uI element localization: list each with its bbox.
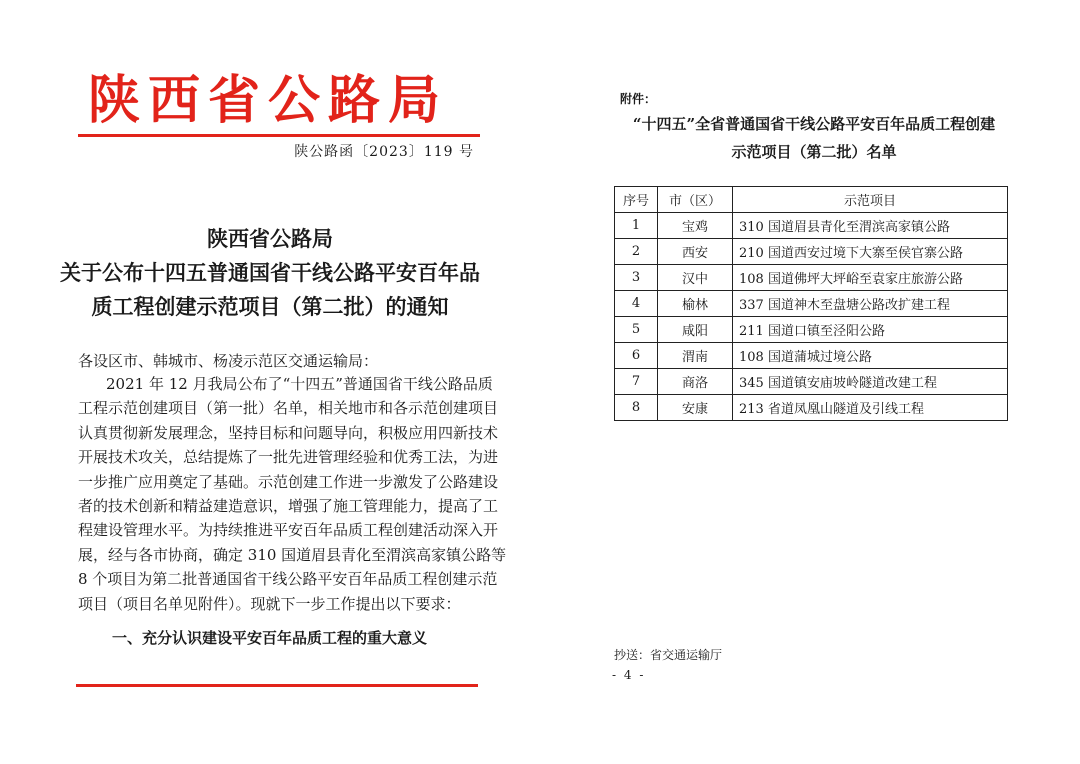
row-city: 汉中	[658, 265, 733, 291]
row-city: 咸阳	[658, 317, 733, 343]
body-line: 2021 年 12 月我局公布了“十四五”普通国省干线公路品质	[106, 375, 493, 393]
body-line: 展，经与各市协商，确定 310 国道眉县青化至渭滨高家镇公路等	[78, 545, 507, 564]
row-city: 安康	[658, 395, 733, 421]
notice-title	[60, 222, 480, 324]
row-project: 210 国道西安过境下大寨至侯官寨公路	[733, 239, 1008, 265]
table-row	[615, 317, 1008, 343]
table-row	[615, 369, 1008, 395]
attachment-label: 附件：	[620, 92, 657, 106]
row-index: 4	[615, 291, 658, 317]
cc-line: 抄送：省交通运输厅	[614, 648, 723, 662]
table-row	[615, 239, 1008, 265]
column-header-index: 序号	[615, 187, 658, 213]
row-city: 西安	[658, 239, 733, 265]
row-project: 108 国道蒲城过境公路	[733, 343, 1008, 369]
page-number: - 4 -	[612, 668, 646, 682]
section-heading: 一、充分认识建设平安百年品质工程的重大意义	[112, 629, 428, 647]
row-index: 8	[615, 395, 658, 421]
notice-page	[0, 0, 536, 764]
project-table	[614, 186, 1008, 421]
table-header-row	[615, 187, 1008, 213]
column-header-project: 示范项目	[733, 187, 1008, 213]
row-city: 榆林	[658, 291, 733, 317]
body-line: 8 个项目为第二批普通国省干线公路平安百年品质工程创建示范	[78, 570, 498, 589]
notice-title-line: 陕西省公路局	[207, 226, 333, 251]
list-title-line: 示范项目（第二批）名单	[731, 143, 897, 161]
letterhead-red-rule	[78, 134, 480, 137]
body-line: 开展技术攻关，总结提炼了一批先进管理经验和优秀工法，为进	[78, 448, 499, 467]
table-row	[615, 343, 1008, 369]
body-line: 者的技术创新和精益建造意识，增强了施工管理能力，提高了工	[78, 496, 499, 515]
body-line: 程建设管理水平。为持续推进平安百年品质工程创建活动深入开	[78, 521, 499, 540]
row-project: 310 国道眉县青化至渭滨高家镇公路	[733, 213, 1008, 239]
table-row	[615, 395, 1008, 421]
footer-red-rule	[76, 684, 478, 687]
row-project: 337 国道神木至盘塘公路改扩建工程	[733, 291, 1008, 317]
row-index: 5	[615, 317, 658, 343]
row-project: 211 国道口镇至泾阳公路	[733, 317, 1008, 343]
row-index: 2	[615, 239, 658, 265]
list-title-line: “十四五”全省普通国省干线公路平安百年品质工程创建	[632, 115, 996, 133]
row-project: 108 国道佛坪大坪峪至袁家庄旅游公路	[733, 265, 1008, 291]
notice-title-line: 质工程创建示范项目（第二批）的通知	[91, 294, 449, 319]
table-row	[615, 265, 1008, 291]
row-project: 345 国道镇安庙坡岭隧道改建工程	[733, 369, 1008, 395]
row-city: 商洛	[658, 369, 733, 395]
body-line: 工程示范创建项目（第一批）名单，相关地市和各示范创建项目	[78, 399, 499, 418]
letterhead-title: 陕西省公路局	[87, 70, 448, 131]
body-line: 认真贯彻新发展理念，坚持目标和问题导向，积极应用四新技术	[78, 423, 499, 442]
row-city: 宝鸡	[658, 213, 733, 239]
notice-title-line: 关于公布十四五普通国省干线公路平安百年品	[60, 260, 480, 285]
body-line: 一步推广应用奠定了基础。示范创建工作进一步激发了公路建设	[78, 472, 499, 491]
body-line: 项目（项目名单见附件）。现就下一步工作提出以下要求：	[78, 594, 461, 613]
salutation: 各设区市、韩城市、杨凌示范区交通运输局：	[78, 352, 379, 370]
table-row	[615, 213, 1008, 239]
column-header-city: 市（区）	[658, 187, 733, 213]
attachment-list-title	[614, 110, 1014, 166]
row-index: 6	[615, 343, 658, 369]
row-index: 1	[615, 213, 658, 239]
row-city: 渭南	[658, 343, 733, 369]
document-number: 陕公路函〔2023〕119 号	[294, 144, 474, 160]
body-paragraph	[78, 372, 507, 616]
row-project: 213 省道凤凰山隧道及引线工程	[733, 395, 1008, 421]
table-row	[615, 291, 1008, 317]
row-index: 7	[615, 369, 658, 395]
row-index: 3	[615, 265, 658, 291]
